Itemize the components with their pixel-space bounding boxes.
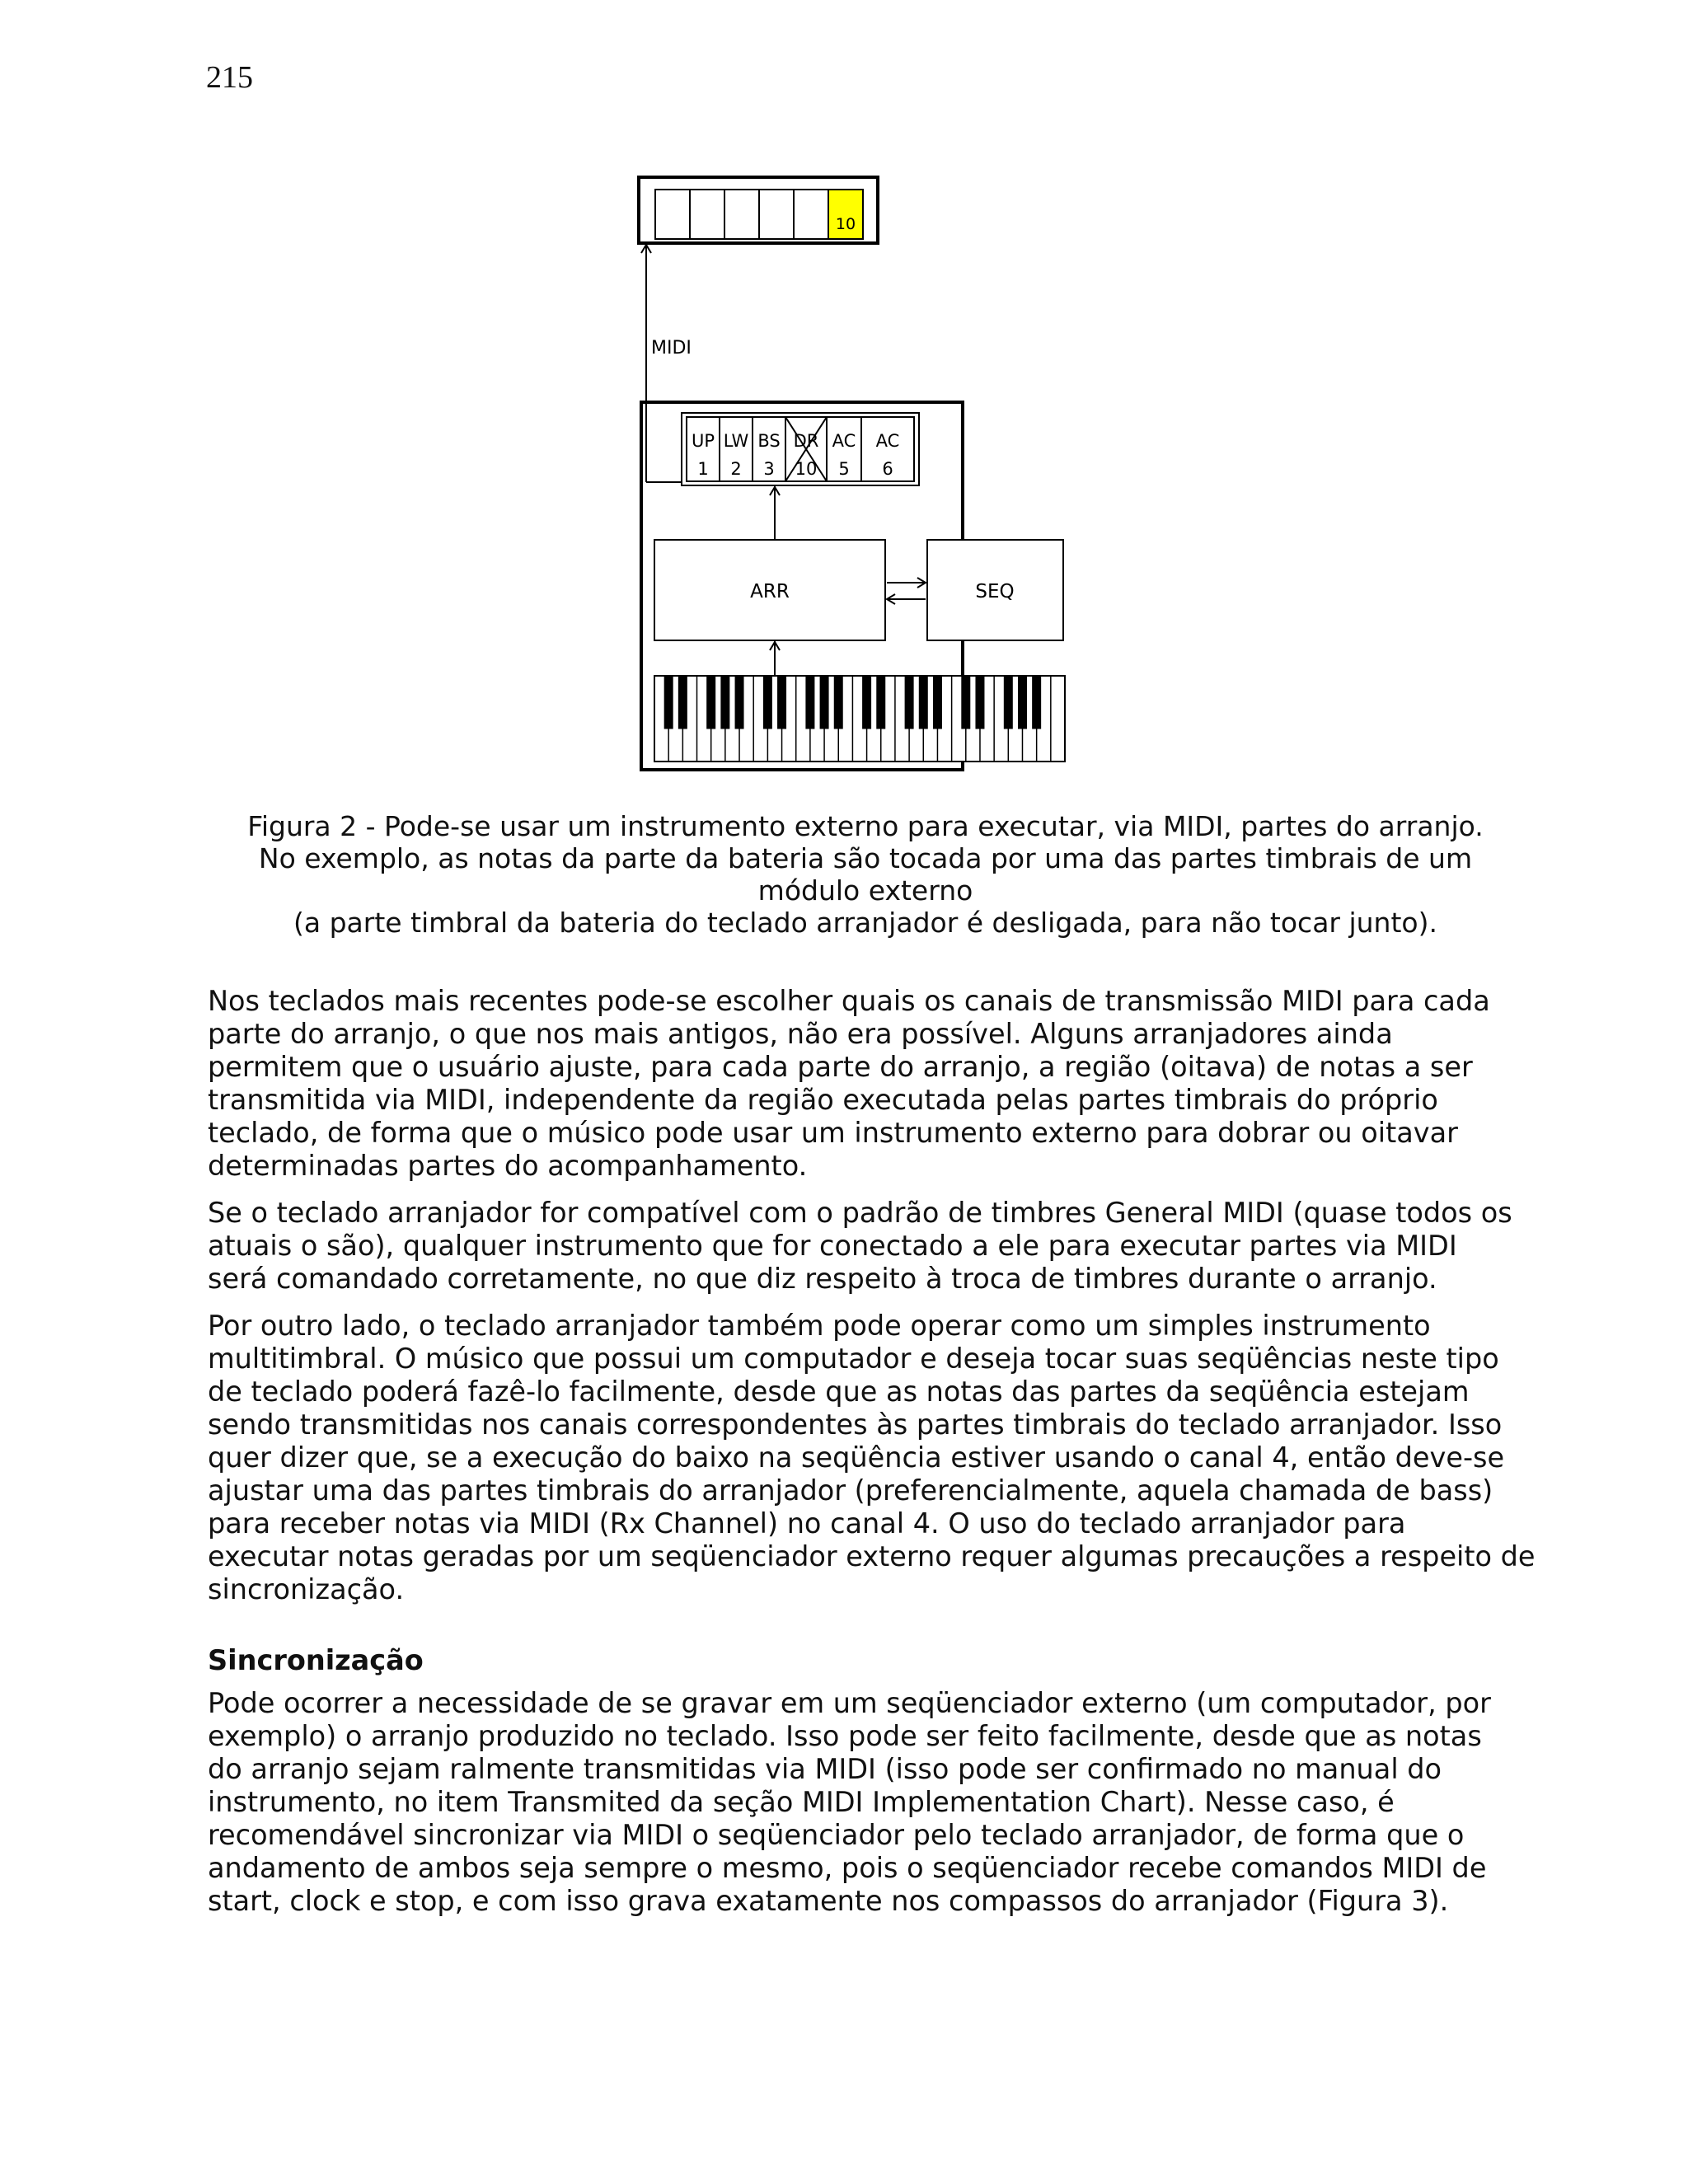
paragraph: Por outro lado, o teclado arranjador também pode operar como um simples instrumento multitimbral. O músico que possui um computador e deseja tocar suas seqüências neste tipo de teclado poderá fazê-lo facilmente, desde que as notas das partes da seqüência estejam sendo transmitidas nos canais correspondentes às partes timbrais do teclado arranjador. Isso quer dizer que, se a execução do baixo na seqüência estiver usando o canal 4, então deve-se ajustar uma das partes timbrais do arranjador (preferencialmente, aquela chamada de bass) para receber notas via MIDI (Rx Channel) no canal 4. O uso do teclado arranjador para executar notas geradas por um seqüenciador externo requer algumas precauções a respeito de sincronização.	[208, 1310, 1536, 1605]
black-key	[664, 676, 673, 729]
part-name: AC	[832, 431, 856, 451]
part-name: UP	[691, 431, 715, 451]
part-name: LW	[723, 431, 749, 451]
black-key	[876, 676, 885, 729]
caption-line: Figura 2 - Pode-se usar um instrumento externo para executar, via MIDI, partes do arranjo.	[247, 810, 1484, 842]
figure-caption	[206, 810, 1525, 939]
black-key	[961, 676, 970, 729]
black-key	[735, 676, 744, 729]
part-channel: 3	[763, 459, 775, 479]
black-key	[820, 676, 829, 729]
part-channel: 1	[697, 459, 709, 479]
black-key	[975, 676, 984, 729]
black-key	[805, 676, 814, 729]
part-name: DR	[793, 431, 819, 451]
black-key	[1004, 676, 1013, 729]
piano-keyboard-icon	[654, 676, 1065, 762]
black-key	[933, 676, 942, 729]
black-key	[1018, 676, 1027, 729]
figure-midi-diagram	[635, 169, 1096, 779]
black-key	[862, 676, 871, 729]
part-channel: 5	[838, 459, 850, 479]
body-text	[208, 985, 1543, 1932]
black-key	[834, 676, 843, 729]
part-channel: 2	[730, 459, 742, 479]
caption-line: No exemplo, as notas da parte da bateria são tocada por uma das partes timbrais de um	[258, 842, 1473, 874]
black-key	[919, 676, 928, 729]
part-name: AC	[875, 431, 900, 451]
black-key	[678, 676, 687, 729]
midi-diagram	[635, 169, 1096, 779]
paragraph: Nos teclados mais recentes pode-se escolher quais os canais de transmissão MIDI para cada parte do arranjo, o que nos mais antigos, não era possível. Alguns arranjadores ainda permitem que o usuário ajuste, para cada parte do arranjo, a região (oitava) de notas a ser transmitida via MIDI, independente da região executada pelas partes timbrais do próprio teclado, de forma que o músico pode usar um instrumento externo para dobrar ou oitavar determinadas partes do acompanhamento.	[208, 985, 1490, 1182]
external-module	[639, 177, 878, 243]
highlighted-channel-label: 10	[835, 215, 856, 233]
paragraph: Se o teclado arranjador for compatível com o padrão de timbres General MIDI (quase todos os atuais o são), qualquer instrumento que for conectado a ele para executar partes via MIDI será comandado corretamente, no que diz respeito à troca de timbres durante o arranjo.	[208, 1197, 1512, 1295]
black-key	[777, 676, 786, 729]
midi-label: MIDI	[651, 338, 692, 359]
arr-label: ARR	[750, 581, 790, 602]
seq-label: SEQ	[975, 581, 1015, 602]
arranger-keyboard	[641, 402, 1065, 770]
caption-line: (a parte timbral da bateria do teclado arranjador é desligada, para não tocar junto).	[293, 907, 1437, 939]
part-name: BS	[757, 431, 781, 451]
part-channel: 10	[795, 459, 818, 479]
caption-line: módulo externo	[757, 874, 973, 907]
part-channel: 6	[882, 459, 893, 479]
paragraph: Pode ocorrer a necessidade de se gravar em um seqüenciador externo (um computador, por exemplo) o arranjo produzido no teclado. Isso pode ser feito facilmente, desde que as notas do arranjo sejam ralmente transmitidas via MIDI (isso pode ser confirmado no manual do instrumento, no item Transmited da seção MIDI Implementation Chart). Nesse caso, é recomendável sincronizar via MIDI o seqüenciador pelo teclado arranjador, de forma que o andamento de ambos seja sempre o mesmo, pois o seqüenciador recebe comandos MIDI de start, clock e stop, e com isso grava exatamente nos compassos do arranjador (Figura 3).	[208, 1687, 1491, 1917]
black-key	[763, 676, 772, 729]
black-key	[1032, 676, 1041, 729]
section-heading: Sincronização	[208, 1644, 424, 1676]
page-number: 215	[206, 60, 253, 95]
black-key	[905, 676, 914, 729]
black-key	[706, 676, 715, 729]
black-key	[720, 676, 729, 729]
